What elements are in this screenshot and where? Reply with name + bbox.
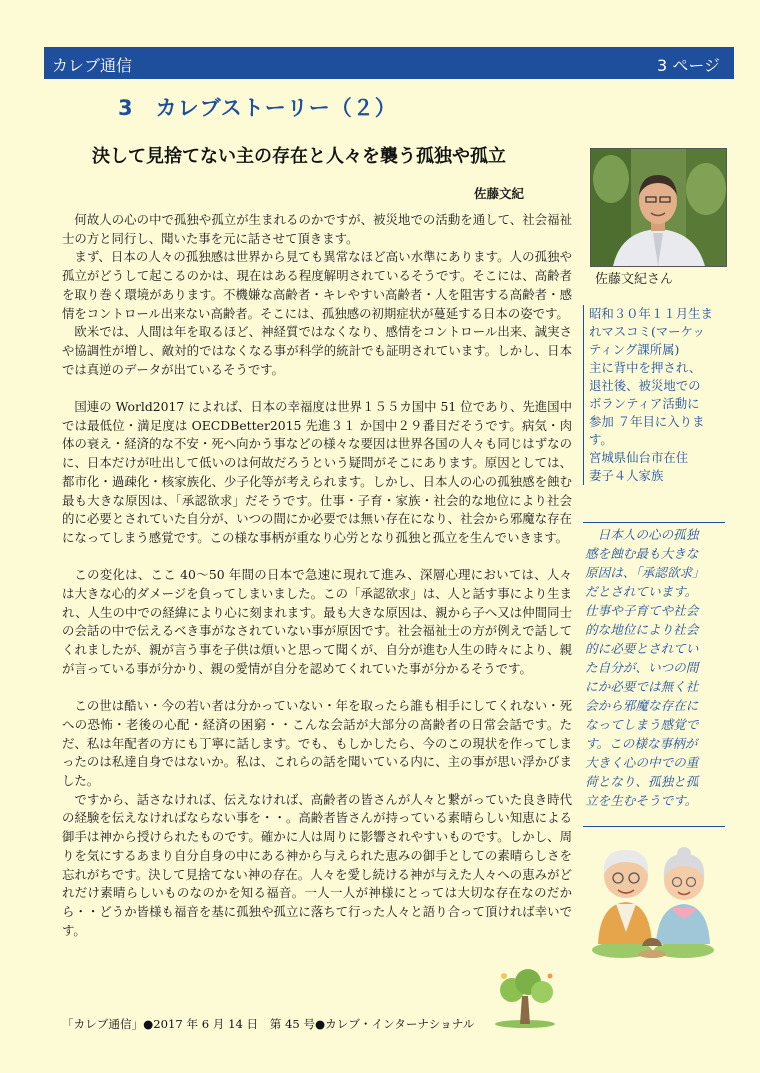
quote-line: 荷となり、孤独と孤	[585, 774, 699, 789]
profile-line: 参加 ７年目に入りま	[589, 414, 705, 429]
quote-line: 会から邪魔な存在に	[585, 698, 699, 713]
elderly-couple-illustration	[586, 832, 721, 962]
page-number: 3 ページ	[657, 56, 720, 75]
quote-line: にか必要では無く社	[585, 679, 699, 694]
quote-line: 日本人の心の孤独	[585, 527, 699, 542]
profile-line: 昭和３０年１１月生ま	[589, 306, 713, 321]
profile-line: す。	[589, 432, 613, 447]
profile-line: ティング課所属)	[589, 342, 680, 357]
divider	[583, 826, 725, 827]
profile-line: れマスコミ(マーケッ	[589, 324, 705, 339]
paragraph: この世は酷い・今の若い者は分かっていない・年を取ったら誰も相手にしてくれない・死への恐怖・老後の心配・経済の困窮・・こんな会話が大部分の高齢者の日常会話です。ただ、私は年配者の方にも丁寧に話します。でも、もしかしたら、今のこの現状を作ってしまったのは私達自身ではないか。私は、これらの話を聞いている内に、主の事が思い浮かびました。	[62, 698, 572, 789]
photo-caption: 佐藤文紀さん	[595, 272, 674, 287]
paragraph: ですから、話さなければ、伝えなければ、高齢者の皆さんが人々と繋がっていた良き時代の経験を伝えなければならない事を・・。高齢者皆さんが持っている素晴らしい知恵による御手は神から授けられたものです。確かに人は周りに影響されやすいものです。しかし、周りを気にするあまり自分自身の中にある神から与えられた恵みの御手としての素晴らしさを忘れがちです。決して見捨てない神の存在。人々を愛し続ける神が与えた人々への恵みがどれだけ素晴らしいものなのかを知る福音。一人一人が神様にとっては大切な存在なのだから・・どうか皆様も福音を基に孤独や孤立に落ちて行った人々と語り合って頂ければ幸いです。	[62, 791, 572, 938]
tree-illustration	[490, 968, 560, 1028]
quote-line: 原因は、「承認欲求」	[585, 565, 705, 580]
story-title: 3 カレブストーリー（２）	[118, 96, 397, 120]
profile-line: ボランティア活動に	[589, 396, 700, 411]
quote-line: 的な地位により社会	[585, 622, 699, 637]
paragraph: 欧米では、人間は年を取るほど、神経質ではなくなり、感情をコントロール出来、誠実さや協調性が増し、敵対的ではなくなる事が科学的統計でも証明されています。しかし、日本では真逆のデータが出ているそうです。	[62, 324, 572, 377]
pull-quote	[585, 525, 725, 810]
article-subtitle: 決して見捨てない主の存在と人々を襲う孤独や孤立	[92, 146, 506, 167]
author-portrait-image	[591, 149, 726, 266]
quote-line: 立を生むそうです。	[585, 793, 698, 808]
quote-line: 的に必要とされてい	[585, 641, 699, 656]
profile-line: 退社後、被災地での	[589, 378, 701, 393]
author-photo	[590, 148, 727, 267]
quote-line: だとされています。	[585, 584, 698, 599]
author-name: 佐藤文紀	[474, 186, 525, 201]
quote-line: 仕事や子育てや社会	[585, 603, 699, 618]
profile-line: 主に背中を押され、	[589, 360, 702, 375]
quote-line: た自分が、いつの間	[585, 660, 699, 675]
author-profile	[583, 305, 732, 485]
header-bar	[44, 47, 734, 79]
paragraph: 何故人の心の中で孤独や孤立が生まれるのかですが、被災地での活動を通して、社会福祉士の方と同行し、聞いた事を元に話させて頂きます。	[62, 212, 572, 246]
footer-info: 「カレブ通信」●2017 年 6 月 14 日 第 45 号●カレブ・インターナショナル	[62, 1017, 475, 1031]
paragraph: 国連の World2017 によれば、日本の幸福度は世界１５５カ国中 51 位であり、先進国中では最低位・満足度は OECDBetter2015 先進３１ か国中２９番目だそうです。病気・肉体の衰え・経済的な不安・死へ向かう事などの様々な要因は世界各国の人々も同じはずなのに、日本だけが吐出して低いのは何故だろうという疑問がそこにあります。原因としては、都市化・過疎化・核家族化、少子化等が考えられます。しかし、日本人の心の孤独感を蝕む最も大きな原因は、「承認欲求」だそうです。仕事・子育・家族・社会的な地位により社会的に必要とされていた自分が、いつの間にか必要では無い存在になり、社会から邪魔な存在になってしまう感覚です。この様な事柄が重なり心労となり孤独と孤立を生んでいきます。	[62, 399, 572, 545]
quote-line: す。この様な事柄が	[585, 736, 698, 751]
paragraph: まず、日本の人々の孤独感は世界から見ても異常なほど高い水準にあります。人の孤独や孤立がどうして起こるのかは、現在はある程度解明されているそうです。そこには、高齢者を取り巻く環境があります。不機嫌な高齢者・キレやすい高齢者・人を阻害する高齢者・感情をコントロール出来ない高齢者。そこには、孤独感の初期症状が蔓延する日本の姿です。	[62, 249, 572, 321]
paragraph: この変化は、ここ 40〜50 年間の日本で急速に現れて進み、深層心理においては、人々は大きな心的ダメージを負ってしまいました。この「承認欲求」は、人と話す事により生まれ、人生の中での経緯により心に刻まれます。最も大きな原因は、親から子へ又は仲間同士の会話の中で伝えるべき事がなされていない事が原因です。社会福祉士の方が例えで話してくれましたが、親が言う事を子供は煩いと思って聞くが、自分が進む人生の時々により、親が言っている事が分かり、親の愛情が自分を認めてくれていた事が分かるそうです。	[62, 567, 572, 676]
profile-line: 妻子４人家族	[589, 468, 664, 483]
article-body	[62, 211, 572, 940]
quote-line: 感を蝕む最も大きな	[585, 546, 699, 561]
newsletter-title: カレブ通信	[52, 56, 133, 75]
quote-line: なってしまう感覚で	[585, 717, 699, 732]
profile-line: 宮城県仙台市在住	[589, 450, 689, 465]
quote-line: 大きく心の中での重	[585, 755, 699, 770]
divider	[583, 522, 725, 523]
